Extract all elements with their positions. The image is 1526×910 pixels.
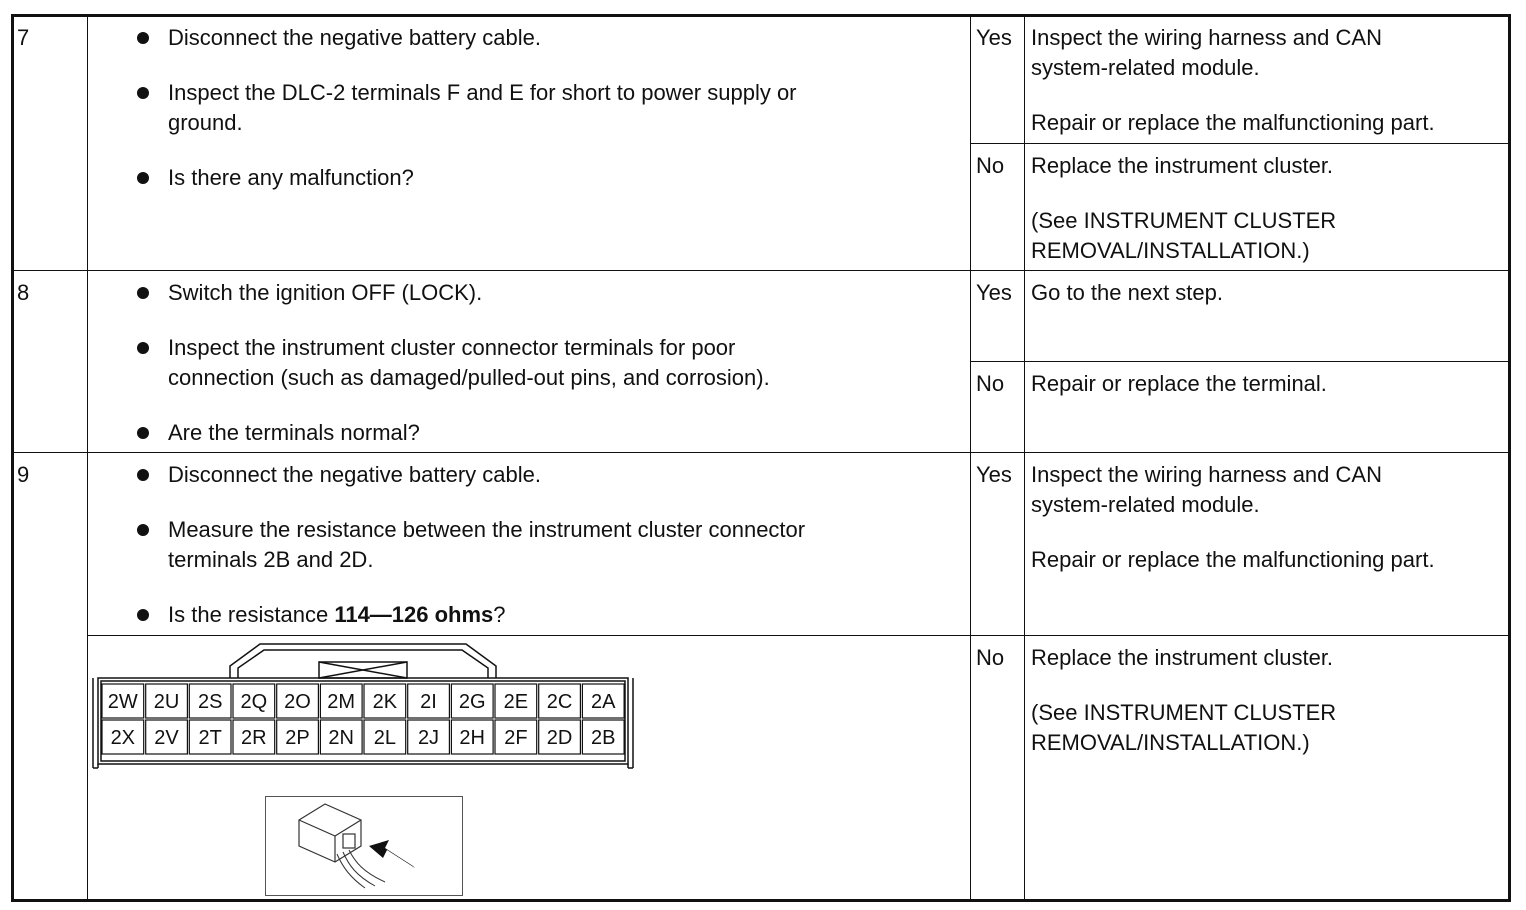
yes-action: system-related module. — [1031, 55, 1260, 80]
step-instruction: ground. — [168, 110, 243, 135]
yes-action: Repair or replace the malfunctioning part. — [1031, 110, 1435, 135]
bullet-dot — [137, 427, 149, 439]
row-divider — [87, 635, 1510, 636]
connector-lock-tab — [230, 644, 496, 678]
terminal-grid — [102, 684, 624, 754]
no-action: Replace the instrument cluster. — [1031, 153, 1334, 178]
terminal-label: 2S — [197, 691, 223, 713]
step-instruction: Disconnect the negative battery cable. — [168, 25, 542, 50]
terminal-label: 2T — [198, 727, 222, 749]
step-number: 7 — [17, 25, 30, 50]
yes-label: Yes — [976, 280, 1012, 305]
bullet-dot — [137, 524, 149, 536]
column-divider — [970, 14, 971, 902]
bullet-dot — [137, 87, 149, 99]
no-action: REMOVAL/INSTALLATION.) — [1031, 730, 1310, 755]
terminal-label: 2F — [504, 727, 528, 749]
step-instruction: connection (such as damaged/pulled-out pins, and corrosion). — [168, 365, 770, 390]
yes-action: Repair or replace the malfunctioning part. — [1031, 547, 1435, 572]
terminal-label: 2J — [417, 727, 440, 749]
no-action: (See INSTRUMENT CLUSTER — [1031, 208, 1337, 233]
terminal-label: 2V — [154, 727, 179, 749]
column-divider — [1024, 14, 1025, 902]
row-divider — [970, 143, 1510, 144]
row-divider — [11, 452, 1511, 453]
row-divider — [970, 361, 1510, 362]
no-action: Replace the instrument cluster. — [1031, 645, 1334, 670]
terminal-label: 2D — [546, 727, 573, 749]
bullet-dot — [137, 287, 149, 299]
terminal-label: 2N — [328, 727, 354, 749]
terminal-label: 2M — [327, 691, 356, 713]
terminal-label: 2X — [110, 727, 136, 749]
terminal-label: 2A — [590, 691, 616, 713]
step-question — [168, 600, 506, 630]
terminal-label: 2K — [372, 691, 398, 713]
bullet-dot — [137, 609, 149, 621]
terminal-label: 2E — [503, 691, 529, 713]
no-action: REMOVAL/INSTALLATION.) — [1031, 238, 1310, 263]
bullet-dot — [137, 172, 149, 184]
step-number: 9 — [17, 462, 30, 487]
no-label: No — [976, 371, 1005, 396]
yes-action: Inspect the wiring harness and CAN — [1031, 462, 1382, 487]
step-instruction: Disconnect the negative battery cable. — [168, 462, 542, 487]
terminal-label: 2I — [420, 691, 437, 713]
step-question: Is there any malfunction? — [168, 165, 414, 190]
no-action: Repair or replace the terminal. — [1031, 371, 1327, 396]
terminal-label: 2W — [107, 691, 138, 713]
step-instruction: Switch the ignition OFF (LOCK). — [168, 280, 483, 305]
bullet-dot — [137, 32, 149, 44]
terminal-label: 2H — [459, 727, 485, 749]
step-number: 8 — [17, 280, 30, 305]
terminal-label: 2P — [285, 727, 310, 749]
yes-action: Go to the next step. — [1031, 280, 1224, 305]
no-action: (See INSTRUMENT CLUSTER — [1031, 700, 1337, 725]
bullet-dot — [137, 342, 149, 354]
terminal-label: 2C — [546, 691, 573, 713]
terminal-label: 2Q — [240, 691, 268, 713]
step-instruction: Measure the resistance between the instrument cluster connector — [168, 517, 806, 542]
yes-action: system-related module. — [1031, 492, 1260, 517]
terminal-label: 2B — [590, 727, 616, 749]
yes-action: Inspect the wiring harness and CAN — [1031, 25, 1382, 50]
yes-label: Yes — [976, 25, 1012, 50]
no-label: No — [976, 645, 1005, 670]
step-instruction: Inspect the instrument cluster connector terminals for poor — [168, 335, 736, 360]
yes-label: Yes — [976, 462, 1012, 487]
step-instruction: terminals 2B and 2D. — [168, 547, 374, 572]
question-suffix: ? — [493, 602, 506, 627]
resistance-spec: 114—126 ohms — [334, 602, 494, 627]
bullet-dot — [137, 469, 149, 481]
terminal-label: 2U — [153, 691, 180, 713]
terminal-label: 2G — [458, 691, 486, 713]
no-label: No — [976, 153, 1005, 178]
row-divider — [11, 270, 1511, 271]
step-question: Are the terminals normal? — [168, 420, 420, 445]
step-instruction: Inspect the DLC-2 terminals F and E for short to power supply or — [168, 80, 797, 105]
terminal-label: 2O — [284, 691, 311, 713]
question-prefix: Is the resistance — [168, 602, 335, 627]
connector-diagram — [88, 640, 638, 775]
connector-illustration — [265, 796, 463, 896]
illustration-frame — [266, 797, 463, 896]
terminal-label: 2R — [241, 727, 267, 749]
terminal-label: 2L — [373, 727, 397, 749]
